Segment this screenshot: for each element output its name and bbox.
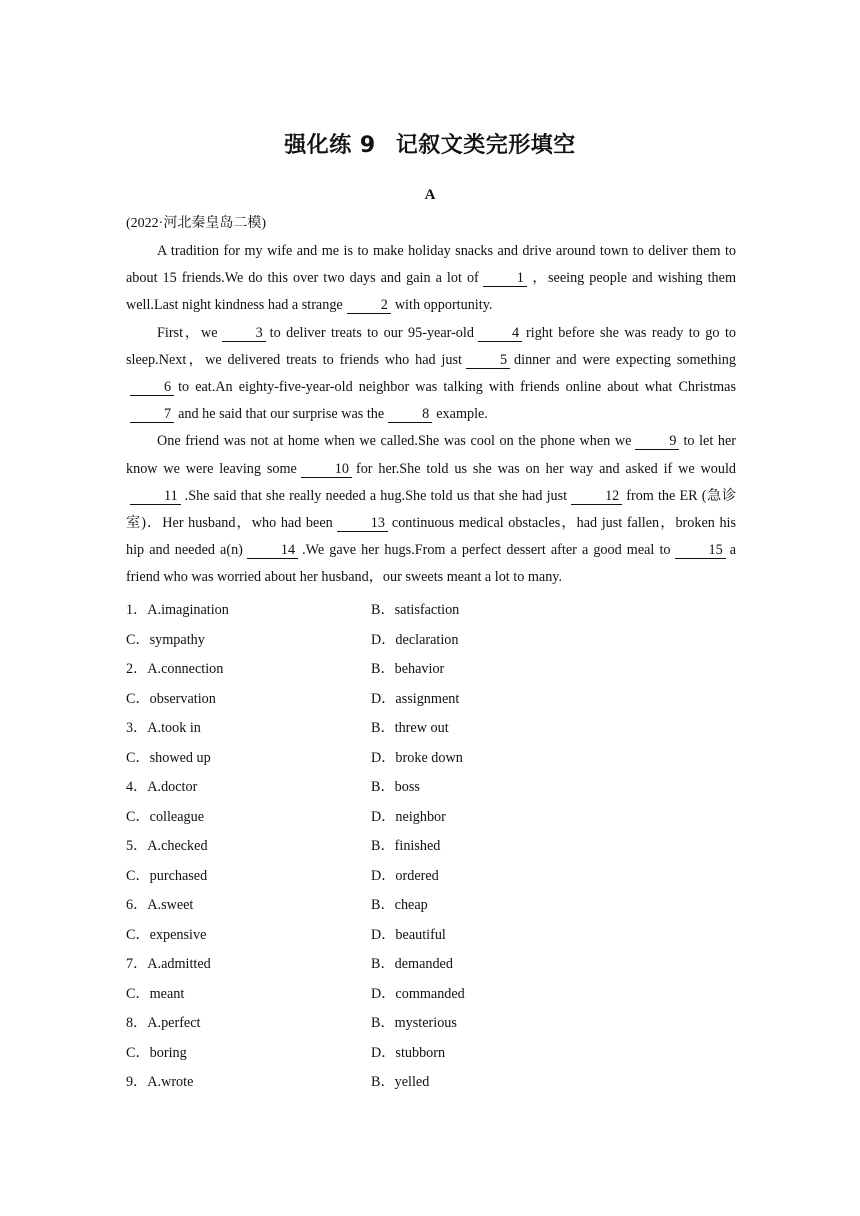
option-left: C．colleague [126, 808, 205, 825]
option-row [126, 1039, 736, 1069]
option-row [126, 773, 736, 803]
blank-14: 14 [247, 542, 298, 559]
option-left: 4．A.doctor [126, 779, 198, 795]
option-row [126, 714, 736, 744]
blank-9: 9 [635, 433, 679, 450]
passage-text: to let her know we were leaving some [126, 433, 736, 477]
option-left: C．meant [126, 985, 185, 1002]
option-row [126, 626, 736, 656]
passage-text: dinner and were expecting something [514, 351, 736, 368]
option-right: D．neighbor [371, 808, 446, 825]
option-left: 9．A.wrote [126, 1074, 194, 1090]
option-left: 8．A.perfect [126, 1015, 201, 1031]
option-right: B．finished [371, 838, 441, 854]
passage-text: One friend was not at home when we called.She was cool on the phone when we [157, 433, 632, 450]
passage-text: from the ER (急诊室)．Her husband，who had been [126, 487, 737, 532]
option-row [126, 596, 736, 626]
blank-5: 5 [466, 352, 510, 369]
blank-15: 15 [675, 542, 726, 559]
blank-13: 13 [337, 515, 388, 532]
passage-text: continuous medical obstacles，had just fallen，broken his hip and needed a(n) [126, 515, 737, 559]
passage [126, 238, 736, 592]
paragraph-2 [126, 320, 736, 429]
option-right: D．ordered [371, 867, 439, 884]
blank-7: 7 [130, 406, 174, 423]
option-left: C．boring [126, 1044, 187, 1061]
option-row [126, 891, 736, 921]
option-row [126, 803, 736, 833]
passage-text: for her.She told us she was on her way and asked if we would [355, 460, 736, 477]
option-right: B．mysterious [371, 1015, 457, 1031]
option-left: C．purchased [126, 867, 208, 884]
blank-6: 6 [130, 379, 174, 396]
option-right: D．declaration [371, 631, 459, 648]
option-left: 2．A.connection [126, 661, 224, 677]
option-left: 6．A.sweet [126, 897, 194, 913]
passage-text: A tradition for my wife and me is to make holiday snacks and drive around town to deliver them to about 15 friends.We do this over two days and gain a lot of [126, 243, 736, 287]
option-row [126, 950, 736, 980]
option-right: D．stubborn [371, 1044, 446, 1061]
option-left: C．observation [126, 690, 216, 707]
option-left: C．sympathy [126, 631, 205, 648]
passage-text: right before she was ready to go to sleep.Next，we delivered treats to friends who had just [126, 324, 736, 368]
option-right: B．demanded [371, 956, 453, 972]
option-row [126, 1009, 736, 1039]
option-right: D．assignment [371, 690, 460, 707]
passage-text: example. [436, 406, 488, 423]
option-left: 5．A.checked [126, 838, 208, 854]
blank-11: 11 [130, 488, 181, 505]
option-row [126, 744, 736, 774]
option-row [126, 921, 736, 951]
paragraph-3 [126, 428, 736, 591]
passage-text: to deliver treats to our 95-year-old [269, 324, 474, 341]
option-row [126, 1068, 736, 1098]
passage-text: .We gave her hugs.From a perfect dessert after a good meal to [302, 542, 671, 559]
blank-12: 12 [571, 488, 622, 505]
passage-text: .She said that she really needed a hug.She told us that she had just [184, 487, 568, 504]
blank-8: 8 [388, 406, 432, 423]
option-row [126, 685, 736, 715]
passage-text: ，seeing people and wishing them well.Last night kindness had a strange [126, 270, 736, 314]
option-right: B．boss [371, 779, 420, 795]
source-note: (2022·河北秦皇岛二模) [126, 216, 266, 231]
paragraph-1 [126, 238, 736, 320]
blank-4: 4 [478, 325, 522, 342]
page-title [0, 128, 860, 159]
option-row [126, 862, 736, 892]
passage-text: with opportunity. [394, 297, 493, 314]
option-left: 1．A.imagination [126, 602, 229, 618]
option-right: B．cheap [371, 897, 428, 913]
blank-2: 2 [347, 297, 391, 314]
passage-text: First，we [157, 324, 218, 341]
passage-text: and he said that our surprise was the [178, 406, 385, 423]
option-left: 7．A.admitted [126, 956, 211, 972]
option-row [126, 980, 736, 1010]
title-sub: 记叙文类完形填空 [395, 133, 576, 158]
blank-10: 10 [301, 461, 352, 478]
option-right: B．threw out [371, 720, 449, 736]
option-left: 3．A.took in [126, 720, 201, 736]
passage-text: to eat.An eighty-five-year-old neighbor was talking with friends online about what Christmas [178, 379, 736, 396]
option-right: B．behavior [371, 661, 445, 677]
option-right: B．satisfaction [371, 602, 460, 618]
section-heading: A [424, 187, 436, 203]
blank-1: 1 [483, 270, 527, 287]
option-row [126, 832, 736, 862]
title-main: 强化练 9 [284, 133, 376, 158]
option-left: C．expensive [126, 926, 207, 943]
answer-options [126, 596, 736, 1098]
option-right: D．commanded [371, 985, 465, 1002]
option-right: B．yelled [371, 1074, 430, 1090]
option-row [126, 655, 736, 685]
option-right: D．beautiful [371, 926, 446, 943]
passage-text: a friend who was worried about her husband，our sweets meant a lot to many. [126, 542, 736, 586]
blank-3: 3 [222, 325, 266, 342]
option-right: D．broke down [371, 749, 463, 766]
option-left: C．showed up [126, 749, 211, 766]
